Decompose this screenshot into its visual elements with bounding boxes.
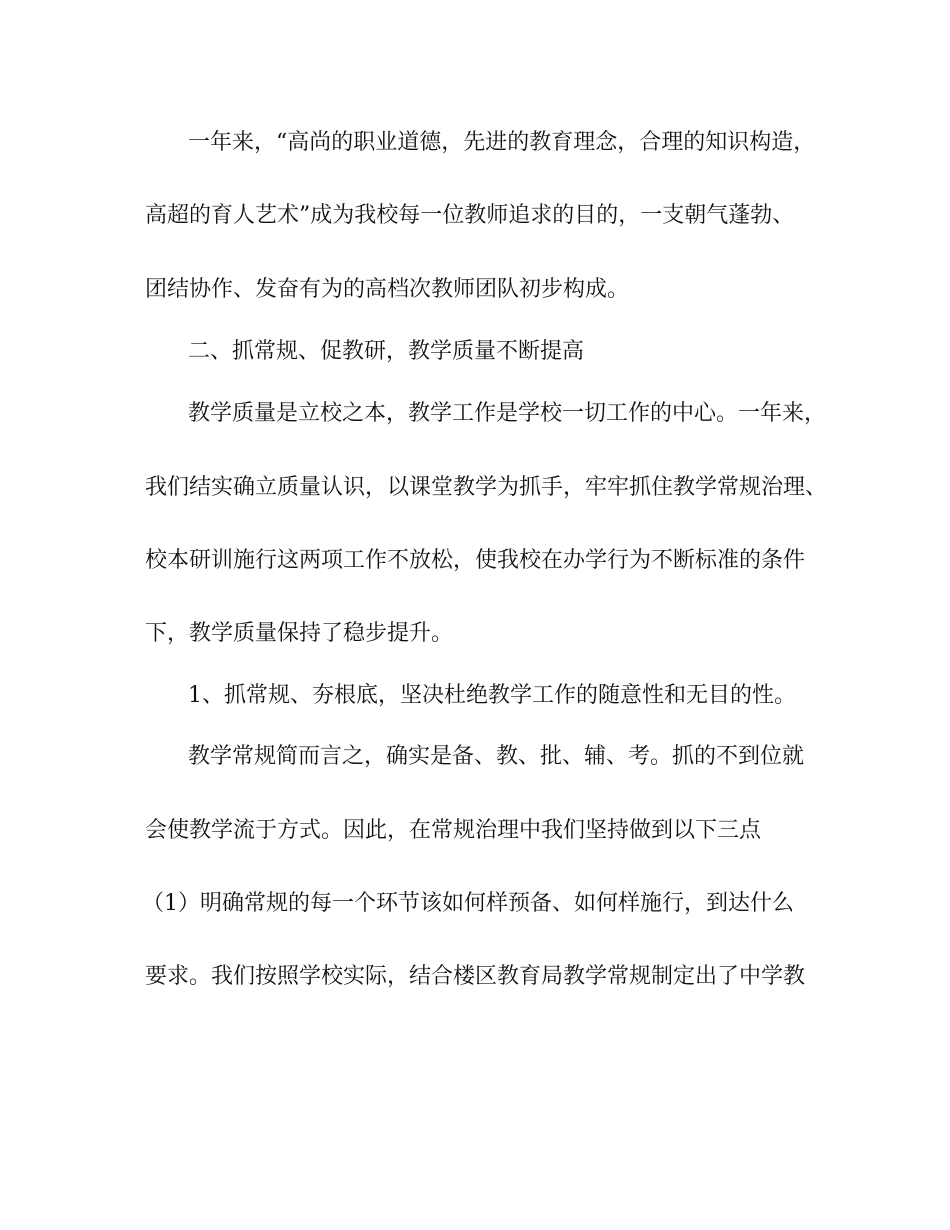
paragraph-line: 高超的育人艺术”成为我校每一位教师追求的目的，一支朝气蓬勃、 xyxy=(145,203,795,228)
paragraph-line: 会使教学流于方式。因此，在常规治理中我们坚持做到以下三点 xyxy=(145,818,762,843)
list-item-line: （1）明确常规的每一个环节该如何样预备、如何样施行，到达什么 xyxy=(142,891,794,916)
paragraph-line: 下，教学质量保持了稳步提升。 xyxy=(145,621,454,646)
paragraph-line: 教学常规简而言之，确实是备、教、批、辅、考。抓的不到位就 xyxy=(188,744,805,769)
section-heading: 二、抓常规、促教研，教学质量不断提高 xyxy=(188,339,585,364)
subsection-heading: 1、抓常规、夯根底，坚决杜绝教学工作的随意性和无目的性。 xyxy=(188,683,796,708)
paragraph-line: 教学质量是立校之本，教学工作是学校一切工作的中心。一年来， xyxy=(188,401,827,426)
paragraph-line: 要求。我们按照学校实际，结合楼区教育局教学常规制定出了中学教 xyxy=(145,964,806,989)
paragraph-line: 校本研训施行这两项工作不放松，使我校在办学行为不断标准的条件 xyxy=(145,548,806,573)
paragraph-line: 我们结实确立质量认识，以课堂教学为抓手，牢牢抓住教学常规治理、 xyxy=(145,475,828,500)
paragraph-line: 一年来，“高尚的职业道德，先进的教育理念，合理的知识构造， xyxy=(188,130,816,155)
paragraph-line: 团结协作、发奋有为的高档次教师团队初步构成。 xyxy=(145,277,630,302)
